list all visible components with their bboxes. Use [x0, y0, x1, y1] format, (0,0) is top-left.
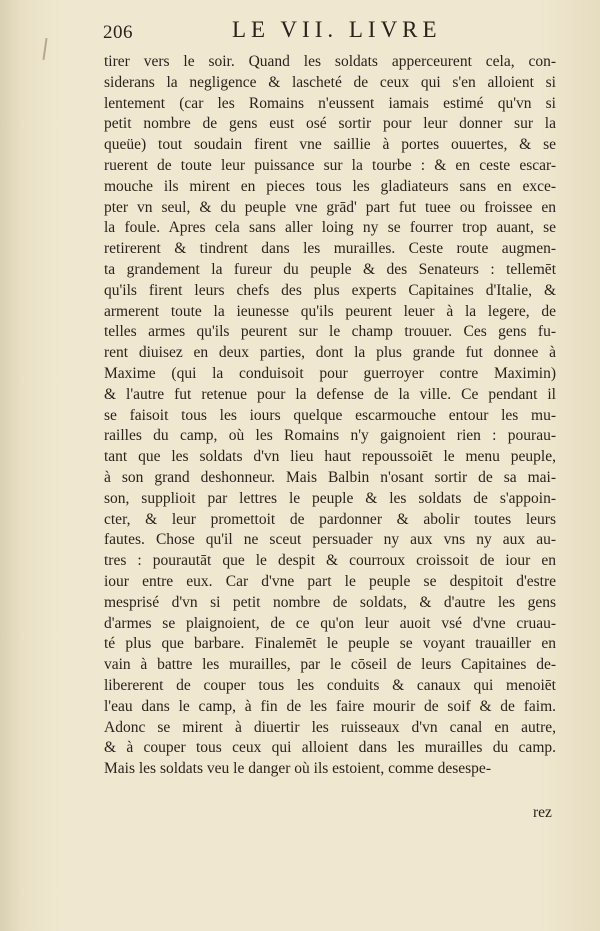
text-line: Mais les soldats veu le danger où ils estoient, comme desespe- [104, 760, 491, 778]
text-line: à son grand deshonneur. Mais Balbin n'osant sortir de sa mai- [104, 468, 556, 486]
margin-ink-mark [42, 38, 47, 60]
text-line: rent diuisez en deux parties, dont la plus grande fut donnee à [104, 344, 556, 362]
text-line: son, supplioit par lettres le peuple & les soldats de s'appoin- [104, 489, 556, 507]
text-line: Maxime (qui la conduisoit pour guerroyer contre Maximin) [104, 364, 556, 382]
text-line: qu'ils firent leurs chefs des plus experts Capitaines d'Italie, & [104, 281, 556, 299]
text-line: telles armes qu'ils peurent sur le champ trouuer. Ces gens fu- [104, 323, 556, 341]
text-line: l'eau dans le camp, à fin de les faire mourir de soif & de faim. [104, 697, 556, 715]
text-line: tirer vers le soir. Quand les soldats apperceurent cela, con- [104, 53, 556, 70]
text-line: retirerent & tindrent dans les murailles. Ceste route augmen- [104, 240, 556, 258]
text-line: d'armes se plaignoient, de ce qu'on leur auoit vsé d'vne cruau- [104, 614, 556, 632]
text-line: libererent de couper tous les conduits & canaux qui menoiēt [104, 676, 556, 694]
text-line: tres : pourautāt que le despit & courroux croissoit de iour en [104, 552, 556, 570]
text-line: tant que les soldats d'vn lieu haut repoussoiēt le menu peuple, [104, 448, 556, 466]
text-line: pter vn seul, & du peuple vne grād' part fut tuee ou froissee en [104, 198, 556, 216]
text-line: la foule. Apres cela sans aller loing ny se fourrer trop auant, se [104, 219, 556, 237]
running-title: LE VII. LIVRE [232, 17, 442, 42]
text-line: & à couper tous ceux qui alloient dans les murailles du camp. [104, 739, 556, 757]
text-line: mesprisé d'vn si petit nombre de soldats, & d'autre les gens [104, 593, 556, 611]
text-line: & l'autre fut retenue pour la defense de la ville. Ce pendant il [104, 385, 556, 403]
text-line: ta grandement la fureur du peuple & des Senateurs : tellemēt [104, 260, 556, 278]
catchword: rez [533, 804, 552, 821]
text-line: se faisoit tous les iours quelque escarmouche entour les mu- [104, 406, 556, 424]
text-line: lentement (car les Romains n'eussent iamais estimé qu'vn si [104, 94, 556, 112]
text-line: mouche ils mirent en pieces tous les gladiateurs sans en exce- [104, 177, 556, 195]
text-line: té plus que barbare. Finalemēt le peuple se voyant trauailler en [104, 635, 556, 653]
text-line: railles du camp, où les Romains n'y gaignoient rien : pourau- [104, 427, 556, 445]
page-number: 206 [103, 22, 133, 43]
body-text [104, 52, 556, 780]
text-line: iour entre eux. Car d'vne part le peuple se despitoit d'estre [104, 572, 556, 590]
text-line: petit nombre de gens eust osé sortir pour leur donner sur la [104, 115, 556, 133]
text-line: Adonc se mirent à diuertir les ruisseaux d'vn canal en autre, [104, 718, 556, 736]
text-line: cter, & leur promettoit de pardonner & abolir toutes leurs [104, 510, 556, 528]
text-line: fautes. Chose qu'il ne sceut persuader ny aux vns ny aux au- [104, 531, 556, 549]
text-line: ruerent de toute leur puissance sur la tourbe : & en ceste escar- [104, 156, 556, 174]
text-line: siderans la negligence & lascheté de ceux qui s'en alloient si [104, 73, 556, 91]
text-line: armerent toute la ieunesse qu'ils peurent leuer à la legere, de [104, 302, 556, 320]
text-line: vain à battre les murailles, par le cōseil de leurs Capitaines de- [104, 656, 556, 674]
text-line: queüe) tout soudain firent vne saillie à portes ouuertes, & se [104, 136, 556, 154]
